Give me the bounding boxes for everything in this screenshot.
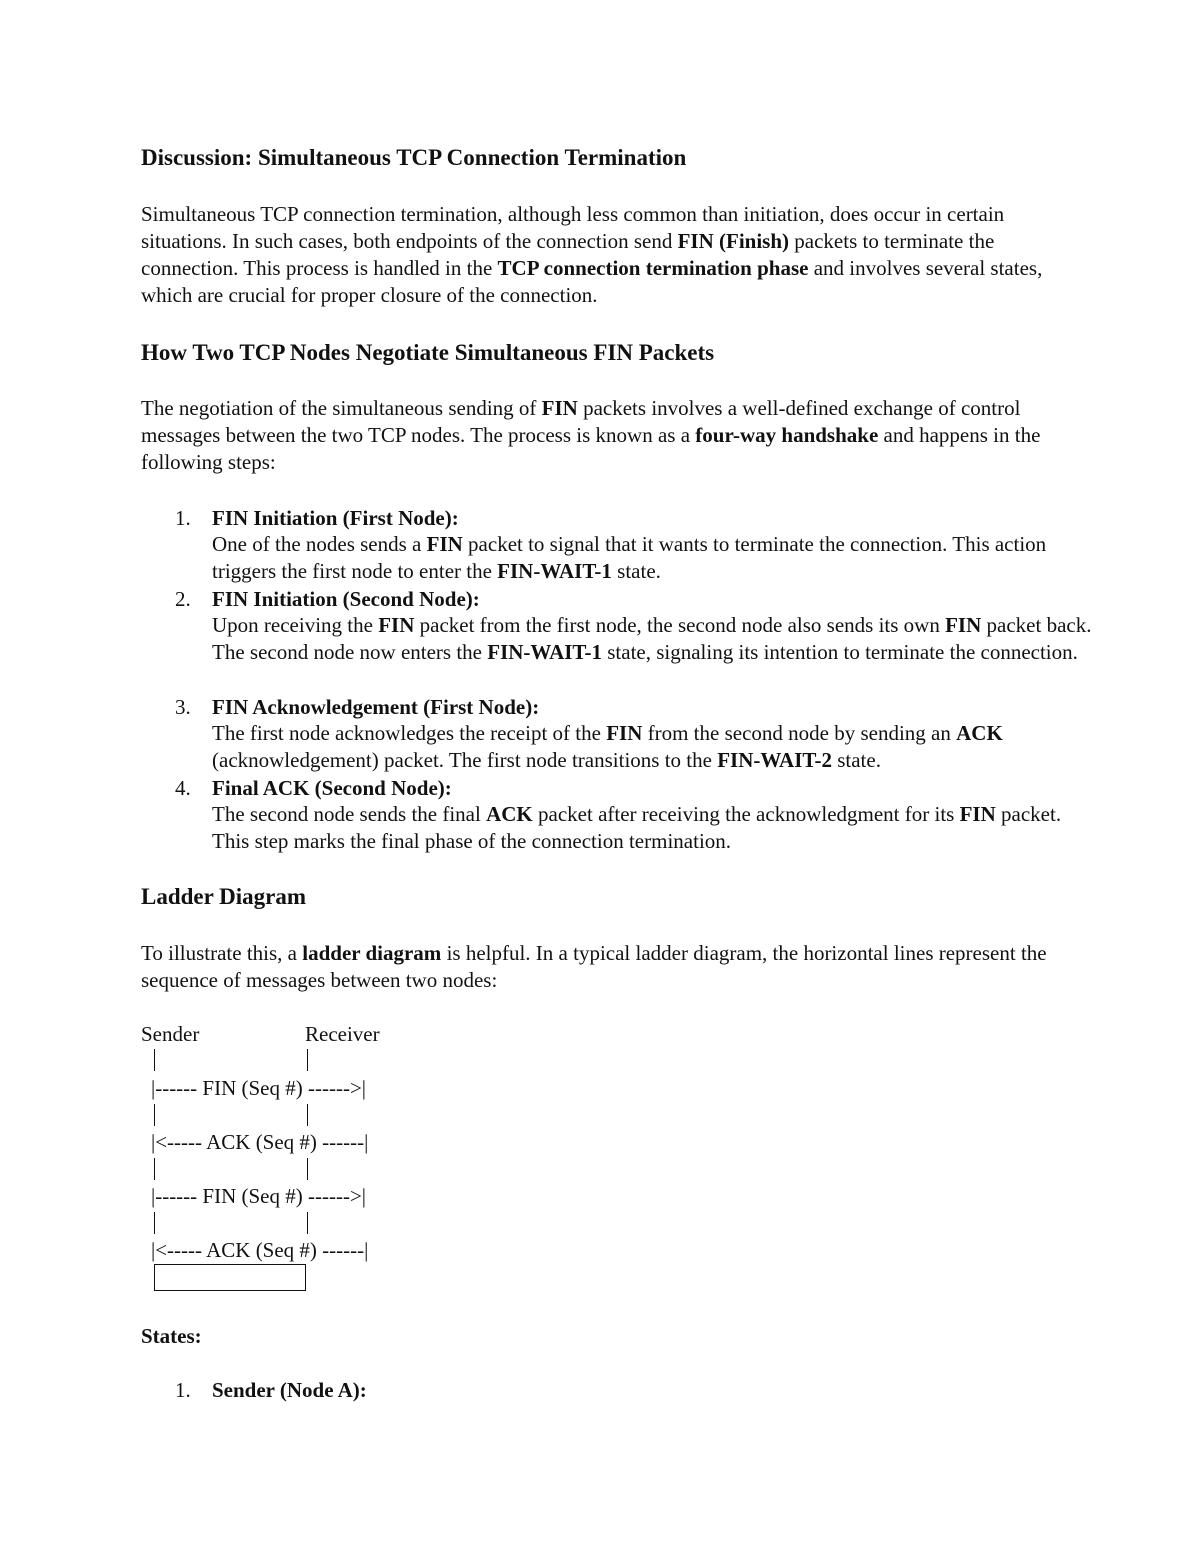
- receiver-lifeline-segment: [307, 1049, 308, 1071]
- section-heading-negotiation: How Two TCP Nodes Negotiate Simultaneous FIN Packets: [141, 340, 715, 365]
- sender-lifeline-segment: [154, 1049, 155, 1071]
- step-body: One of the nodes sends a FIN packet to signal that it wants to terminate the connection. This action triggers the first node to enter the FIN-WAIT-1 state.: [212, 532, 1047, 583]
- sender-lifeline-segment: [154, 1104, 155, 1126]
- receiver-lifeline-segment: [307, 1158, 308, 1180]
- diagram-end-box: [154, 1264, 306, 1291]
- list-number: 1.: [175, 506, 191, 530]
- step-title: FIN Acknowledgement (First Node):: [212, 695, 540, 719]
- step-title: FIN Initiation (Second Node):: [212, 587, 480, 611]
- message-fin-1: |------ FIN (Seq #) ------>|: [151, 1076, 366, 1100]
- message-ack-2: |<----- ACK (Seq #) ------|: [151, 1238, 369, 1262]
- list-number: 1.: [175, 1378, 191, 1402]
- receiver-label: Receiver: [305, 1022, 380, 1046]
- step-body: The first node acknowledges the receipt of the FIN from the second node by sending an ACK (acknowledgement) packet. The first node transitions to the FIN-WAIT-2 state.: [212, 721, 1003, 772]
- step-body: Upon receiving the FIN packet from the first node, the second node also sends its own FIN packet back. The second node now enters the FIN-WAIT-1 state, signaling its intention to terminate the connection.: [212, 613, 1092, 664]
- message-ack-1: |<----- ACK (Seq #) ------|: [151, 1130, 369, 1154]
- state-item-title: Sender (Node A):: [212, 1378, 367, 1402]
- intro-paragraph: Simultaneous TCP connection termination, although less common than initiation, does occur in certain situations. In such cases, both endpoints of the connection send FIN (Finish) packets to terminate the connection. This process is handled in the TCP connection termination phase and involves several states, which are crucial for proper closure of the connection.: [141, 202, 1043, 307]
- step-body: The second node sends the final ACK packet after receiving the acknowledgment for its FIN packet. This step marks the final phase of the connection termination.: [212, 802, 1062, 853]
- sender-lifeline-segment: [154, 1212, 155, 1234]
- sender-lifeline-segment: [154, 1158, 155, 1180]
- negotiation-paragraph: The negotiation of the simultaneous sending of FIN packets involves a well-defined exchange of control messages between the two TCP nodes. The process is known as a four-way handshake and happens in the following steps:: [141, 396, 1041, 474]
- sender-label: Sender: [141, 1022, 200, 1046]
- list-number: 2.: [175, 587, 191, 611]
- list-number: 3.: [175, 695, 191, 719]
- list-number: 4.: [175, 776, 191, 800]
- step-title: FIN Initiation (First Node):: [212, 506, 459, 530]
- receiver-lifeline-segment: [307, 1212, 308, 1234]
- message-fin-2: |------ FIN (Seq #) ------>|: [151, 1184, 366, 1208]
- step-title: Final ACK (Second Node):: [212, 776, 452, 800]
- ladder-paragraph: To illustrate this, a ladder diagram is helpful. In a typical ladder diagram, the horizontal lines represent the sequence of messages between two nodes:: [141, 941, 1047, 992]
- states-heading: States:: [141, 1324, 202, 1348]
- receiver-lifeline-segment: [307, 1104, 308, 1126]
- page-title: Discussion: Simultaneous TCP Connection Termination: [141, 145, 687, 170]
- section-heading-ladder: Ladder Diagram: [141, 884, 307, 909]
